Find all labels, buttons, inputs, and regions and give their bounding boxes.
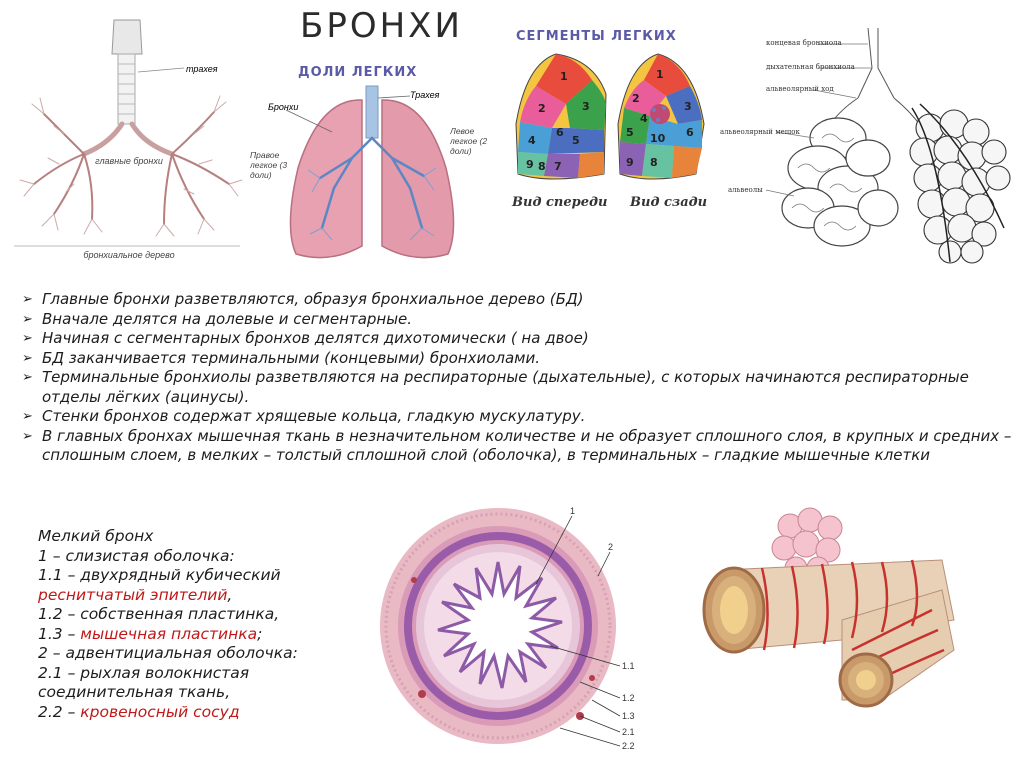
lung-segments-figure xyxy=(508,24,708,218)
legend-prefix: 1.3 – xyxy=(38,624,81,643)
back-seg-8: 8 xyxy=(650,156,658,169)
bullet-item: ➢ БД заканчивается терминальными (концевыми) бронхиолами. xyxy=(22,349,1012,369)
legend-punct: , xyxy=(227,585,233,604)
legend-red-text: мышечная пластинка xyxy=(80,624,258,643)
bronchus-histology-figure xyxy=(380,494,642,762)
alveoli-figure xyxy=(718,28,1018,266)
lobes-trachea-label: Трахея xyxy=(410,90,440,100)
legend-line: 2.1 – рыхлая волокнистая xyxy=(38,663,250,682)
legend-line: соединительная ткань, xyxy=(38,683,231,701)
bullet-item: ➢ Терминальные бронхиолы разветвляются на респираторные (дыхательные), с которых начинаются респираторные отделы лёгких (ацинусы). xyxy=(22,368,1012,407)
legend-red-text: реснитчатый эпителий xyxy=(38,585,228,604)
bullet-item: ➢ В главных бронхах мышечная ткань в незначительном количестве и не образует сплошного слоя, в крупных и средних – сплошным слоем, в мелких – толстый сплошной слой (оболочка), в терминальных – гладкие мышечные клетки xyxy=(22,427,1012,466)
lobes-title: ДОЛИ ЛЕГКИХ xyxy=(298,65,418,80)
back-seg-10: 10 xyxy=(650,132,666,145)
back-seg-5: 5 xyxy=(626,126,634,139)
legend-line xyxy=(38,586,368,606)
alveoli-label-2: альвеолярный ход xyxy=(766,85,834,93)
lung-lobes-figure xyxy=(250,58,490,272)
bullet-item: ➢ Стенки бронхов содержат хрящевые кольца, гладкую мускулатуру. xyxy=(22,407,1012,427)
legend-title: Мелкий бронх xyxy=(38,527,154,545)
segments-back-caption: Вид сзади xyxy=(630,195,708,210)
histology-label-1-1: 1.1 xyxy=(622,661,635,671)
legend-red-text: кровеносный сосуд xyxy=(80,702,240,721)
front-seg-7: 7 xyxy=(554,160,562,173)
bronchial-tree-figure xyxy=(14,14,250,276)
small-bronchus-legend xyxy=(38,527,368,722)
histology-label-2: 2 xyxy=(608,542,614,552)
right-lung-label: Правое легкое (3 доли) xyxy=(250,150,288,180)
legend-line: 1 – слизистая оболочка: xyxy=(38,546,235,565)
front-seg-9: 9 xyxy=(526,158,534,171)
alveoli-label-4: альвеолы xyxy=(728,186,763,194)
bronchial-tree-label: бронхиальное дерево xyxy=(83,250,175,260)
page-title: БРОНХИ xyxy=(300,6,463,46)
left-lung xyxy=(382,100,454,258)
right-lung xyxy=(290,100,362,258)
legend-line: 1.2 – собственная пластинка, xyxy=(38,605,280,623)
alveoli-label-0: концевая бронхиола xyxy=(766,39,842,47)
back-seg-3: 3 xyxy=(684,100,692,113)
bullet-item: ➢ Начиная с сегментарных бронхов делятся дихотомически ( на двое) xyxy=(22,329,1012,349)
legend-line: 2 – адвентициальная оболочка: xyxy=(38,644,298,662)
left-lung-label: Левое легкое (2 доли) xyxy=(450,126,488,156)
back-seg-6: 6 xyxy=(686,126,694,139)
histology-label-1: 1 xyxy=(570,506,576,516)
bullet-item: ➢ Вначале делятся на долевые и сегментарные. xyxy=(22,310,1012,330)
segments-back-view xyxy=(618,54,704,179)
front-seg-8: 8 xyxy=(538,160,546,173)
histology-label-1-3: 1.3 xyxy=(622,711,635,721)
legend-line xyxy=(38,703,368,723)
trachea-label: трахея xyxy=(186,64,218,74)
histology-label-1-2: 1.2 xyxy=(622,693,635,703)
legend-prefix: 2.2 – xyxy=(38,702,81,721)
legend-punct: ; xyxy=(257,624,263,643)
bullet-list xyxy=(22,290,1012,466)
front-seg-1: 1 xyxy=(560,70,568,83)
back-seg-2: 2 xyxy=(632,92,640,105)
histology-label-2-1: 2.1 xyxy=(622,727,635,737)
alveolar-sacs-left xyxy=(782,118,898,246)
bronchus-3d-figure xyxy=(692,500,982,712)
alveoli-label-3: альвеолярный мешок xyxy=(720,128,800,136)
front-seg-2: 2 xyxy=(538,102,546,115)
segments-front-caption: Вид спереди xyxy=(512,195,608,210)
front-seg-6: 6 xyxy=(556,126,564,139)
legend-line: 1.1 – двухрядный кубический xyxy=(38,566,281,584)
front-seg-3: 3 xyxy=(582,100,590,113)
back-seg-4: 4 xyxy=(640,112,648,125)
alveoli-label-1: дыхательная бронхиола xyxy=(766,63,855,71)
main-bronchi-label: главные бронхи xyxy=(95,156,163,166)
legend-line xyxy=(38,625,368,645)
lobes-bronchi-label: Бронхи xyxy=(268,102,299,112)
segments-title: СЕГМЕНТЫ ЛЕГКИХ xyxy=(516,29,677,44)
bullet-item: ➢ Главные бронхи разветвляются, образуя бронхиальное дерево (БД) xyxy=(22,290,1012,310)
back-seg-1: 1 xyxy=(656,68,664,81)
front-seg-4: 4 xyxy=(528,134,536,147)
segments-front-view xyxy=(516,54,606,179)
front-seg-5: 5 xyxy=(572,134,580,147)
histology-label-2-2: 2.2 xyxy=(622,741,635,751)
back-seg-9: 9 xyxy=(626,156,634,169)
